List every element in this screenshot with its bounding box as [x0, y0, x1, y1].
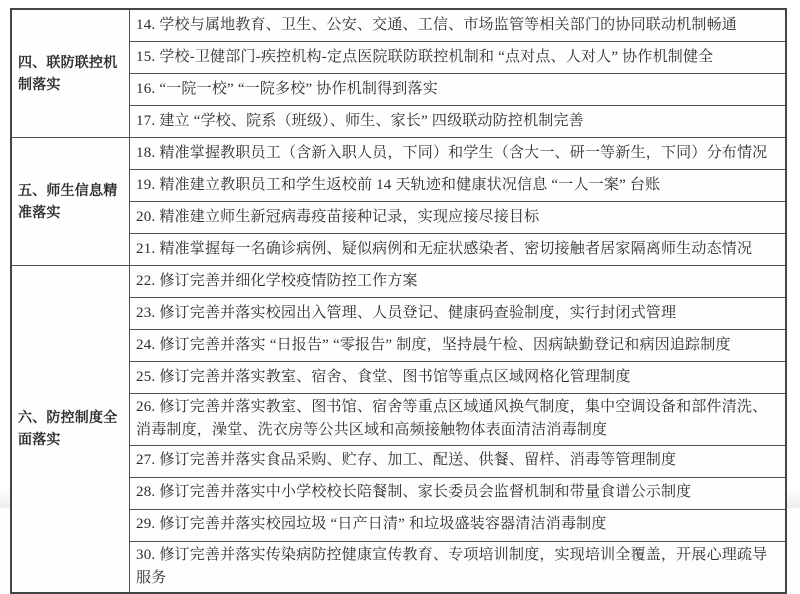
item-number: 27.: [136, 452, 156, 469]
checklist-item: [130, 266, 787, 298]
checklist-item: [130, 509, 787, 541]
item-number: 20.: [136, 208, 156, 225]
item-text: 修订完善并落实传染病防控健康宣传教育、专项培训制度，实现培训全覆盖，开展心理疏导服务: [136, 546, 768, 586]
item-text: 精准建立师生新冠病毒疫苗接种记录，实现应接尽接目标: [159, 208, 540, 225]
item-text: 精准建立教职员工和学生返校前 14 天轨迹和健康状况信息 “一人一案” 台账: [159, 176, 661, 193]
item-text: 修订完善并落实校园出入管理、人员登记、健康码查验制度，实行封闭式管理: [159, 304, 677, 321]
item-text: 修订完善并落实食品采购、贮存、加工、配送、供餐、留样、消毒等管理制度: [159, 452, 677, 469]
item-number: 22.: [136, 272, 156, 289]
section-label: 四、联防联控机制落实: [11, 9, 130, 138]
checklist-item: [130, 138, 787, 170]
item-number: 19.: [136, 176, 156, 193]
checklist-item: [130, 106, 787, 138]
checklist-item: [130, 541, 787, 593]
checklist-item: [130, 394, 787, 446]
item-text: 修订完善并落实教室、图书馆、宿舍等重点区域通风换气制度，集中空调设备和部件清洗、消毒制度，澡堂、洗衣房等公共区域和高频接触物体表面清洁消毒制度: [136, 399, 768, 439]
item-text: 学校与属地教育、卫生、公安、交通、工信、市场监管等相关部门的协同联动机制畅通: [159, 16, 737, 33]
item-number: 25.: [136, 368, 156, 385]
section-label: 六、防控制度全面落实: [11, 266, 130, 594]
checklist-item: [130, 170, 787, 202]
checklist-item: [130, 74, 787, 106]
item-text: 学校-卫健部门-疾控机构-定点医院联防联控机制和 “点对点、人对人” 协作机制健全: [159, 48, 714, 65]
item-number: 28.: [136, 484, 156, 501]
checklist-item: [130, 234, 787, 266]
checklist-item: [130, 477, 787, 509]
item-number: 26.: [136, 399, 156, 415]
item-text: 建立 “学校、院系（班级）、师生、家长” 四级联动防控机制完善: [159, 112, 584, 129]
item-text: “一院一校” “一院多校” 协作机制得到落实: [159, 80, 438, 97]
table-row: [11, 138, 786, 170]
table-row: [11, 266, 786, 298]
checklist-item: [130, 9, 787, 42]
checklist-table-body: [11, 9, 786, 593]
checklist-item: [130, 362, 787, 394]
item-text: 修订完善并落实中小学校校长陪餐制、家长委员会监督机制和带量食谱公示制度: [159, 484, 692, 501]
inspection-checklist-table: [10, 8, 787, 594]
item-text: 修订完善并落实 “日报告” “零报告” 制度，坚持晨午检、因病缺勤登记和病因追踪制度: [159, 336, 731, 353]
checklist-item: [130, 330, 787, 362]
checklist-item: [130, 202, 787, 234]
item-text: 精准掌握教职员工（含新入职人员，下同）和学生（含大一、研一等新生，下同）分布情况: [159, 144, 768, 161]
item-text: 修订完善并细化学校疫情防控工作方案: [159, 272, 418, 289]
item-text: 精准掌握每一名确诊病例、疑似病例和无症状感染者、密切接触者居家隔离师生动态情况: [159, 240, 753, 257]
table-row: [11, 9, 786, 42]
item-number: 21.: [136, 240, 156, 257]
item-number: 30.: [136, 546, 156, 563]
item-number: 29.: [136, 516, 156, 533]
item-number: 15.: [136, 48, 156, 65]
section-label: 五、师生信息精准落实: [11, 138, 130, 266]
checklist-item: [130, 42, 787, 74]
item-text: 修订完善并落实校园垃圾 “日产日清” 和垃圾盛装容器清洁消毒制度: [159, 516, 607, 533]
item-number: 18.: [136, 144, 156, 161]
checklist-item: [130, 298, 787, 330]
item-number: 17.: [136, 112, 156, 129]
item-number: 14.: [136, 16, 156, 33]
checklist-item: [130, 445, 787, 477]
item-number: 24.: [136, 336, 156, 353]
item-number: 16.: [136, 80, 156, 97]
item-text: 修订完善并落实教室、宿舍、食堂、图书馆等重点区域网格化管理制度: [159, 368, 631, 385]
item-number: 23.: [136, 304, 156, 321]
